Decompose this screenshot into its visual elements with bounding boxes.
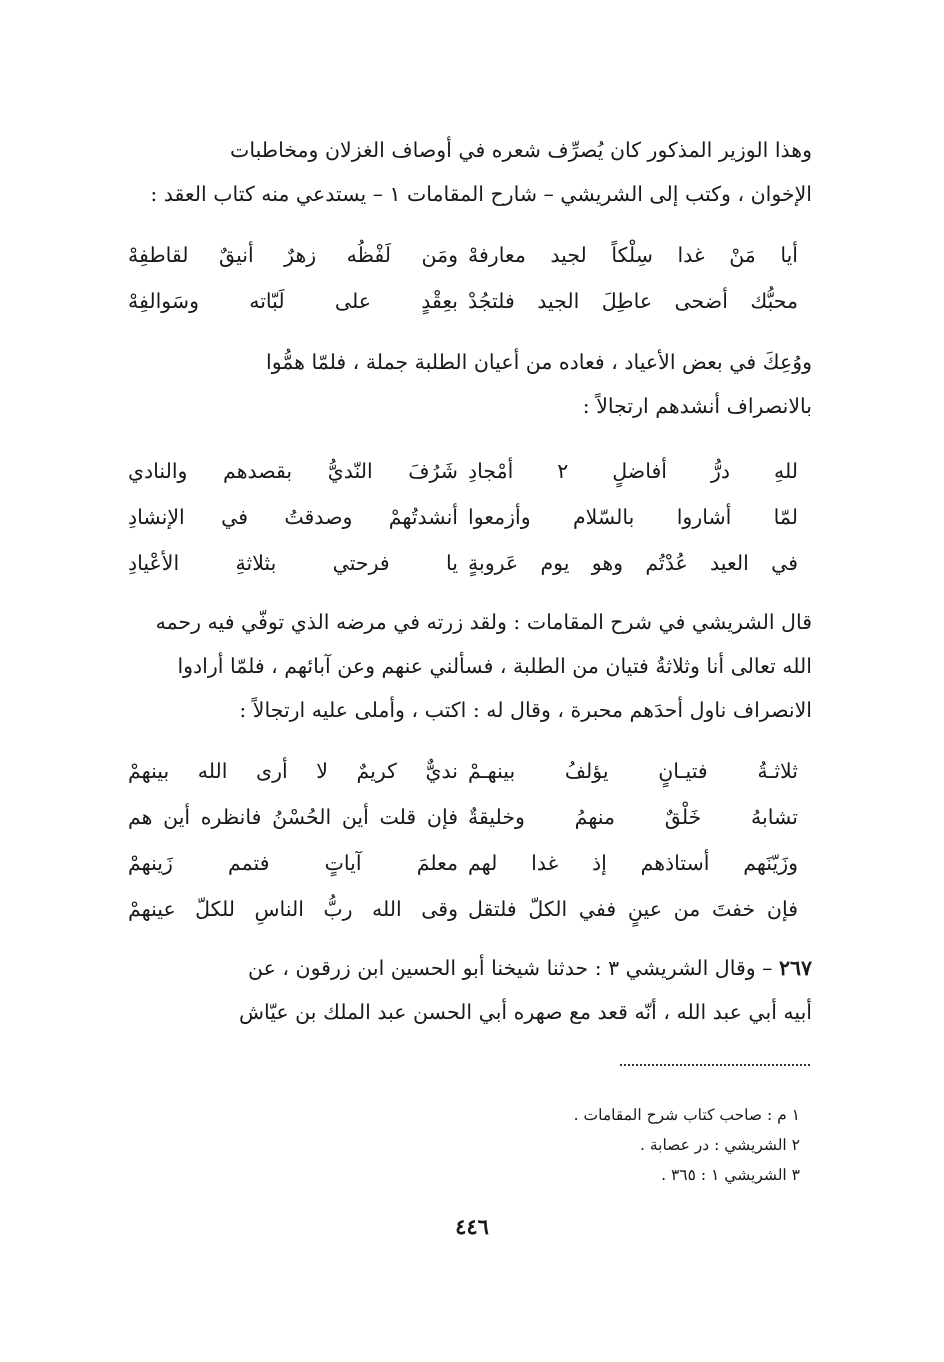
verse-line [128, 540, 798, 586]
text-line [112, 946, 812, 990]
verse-line [128, 448, 798, 494]
paragraph-2 [112, 340, 812, 428]
footnote: ٢ الشريشي : در عصابة . [639, 1136, 800, 1154]
footnote: ٣ الشريشي ١ : ٣٦٥ . [661, 1166, 800, 1184]
text-line: وهذا الوزير المذكور كان يُصرِّف شعره في أوصاف الغزلان ومخاطبات [230, 138, 812, 162]
poem-1 [128, 232, 798, 324]
text-line: بالانصراف أنشدهم ارتجالاً : [582, 394, 812, 418]
hemistich-first: أيا مَنْ غدا سِلْكاً لجيد معارفهْ [468, 243, 798, 267]
text-line: قال الشريشي في شرح المقامات : ولقد زرته في مرضه الذي توفّي فيه رحمه [155, 610, 812, 634]
hemistich-first: لمّا أشاروا بالسّلام وأزمعوا [468, 505, 798, 529]
verse-line [128, 886, 798, 932]
text-span: – وقال الشريشي ٣ : حدثنا شيخنا أبو الحسين ابن زرقون ، عن [248, 956, 773, 980]
hemistich-first: في العيد عُدْتُم وهو يوم عَروبةٍ [468, 551, 798, 575]
footnote-divider [620, 1064, 810, 1066]
hemistich-second: نديٌّ كريمٌ لا أرى الله بينهمْ [128, 759, 458, 783]
verse-line [128, 840, 798, 886]
text-line: ووُعِكَ في بعض الأعياد ، فعاده من أعيان الطلبة جملة ، فلمّا همُّوا [266, 350, 812, 374]
text-line: الانصراف ناول أحدَهم محبرة ، وقال له : اكتب ، وأملى عليه ارتجالاً : [239, 698, 812, 722]
page-number: ٤٤٦ [455, 1214, 489, 1239]
text-line: الله تعالى أنا وثلاثةُ فتيان من الطلبة ، فسألني عنهم وعن آبائهم ، فلمّا أرادوا [177, 654, 812, 678]
verse-line [128, 232, 798, 278]
paragraph-4 [112, 946, 812, 1034]
hemistich-first: للهِ درُّ أفاضلٍ ٢ أمْجادِ [468, 459, 798, 483]
text-line: أبيه أبي عبد الله ، أنّه قعد مع صهره أبي الحسن عبد الملك بن عيّاش [238, 1000, 812, 1024]
verse-line [128, 794, 798, 840]
entry-number: ٢٦٧ [778, 956, 812, 980]
hemistich-second: أنشدتُهمْ وصدقتُ في الإنشادِ [128, 505, 458, 529]
hemistich-first: محبُّك أضحى عاطِلَ الجيد فلتجُدْ [468, 289, 798, 313]
verse-line [128, 748, 798, 794]
hemistich-first: وزَيّنَهم أستاذهم إذ غدا لهم [468, 851, 798, 875]
hemistich-first: فإن خفتَ من عينٍ ففي الكلّ فلتقل [468, 897, 798, 921]
verse-line [128, 494, 798, 540]
poem-2 [128, 448, 798, 586]
text-line: الإخوان ، وكتب إلى الشريشي – شارح المقامات ١ – يستدعي منه كتاب العقد : [150, 182, 812, 206]
verse-line [128, 278, 798, 324]
hemistich-second: شَرُفَ النّديُّ بقصدهم والنادي [128, 459, 458, 483]
hemistich-second: يا فرحتي بثلاثةِ الأعْيادِ [128, 551, 458, 575]
poem-3 [128, 748, 798, 932]
paragraph-1 [112, 128, 812, 216]
paragraph-3 [112, 600, 812, 732]
hemistich-second: فإن قلت أين الحُسْنُ فانظره أين هم [128, 805, 458, 829]
hemistich-second: بعِقْدٍ على لَبّاته وسَوالفِهْ [128, 289, 458, 313]
hemistich-first: ثلاثـةُ فتيـانٍ يؤلفُ بينهـمْ [468, 759, 798, 783]
hemistich-first: تشابهُ خَلْقٌ منهمُ وخليقةٌ [468, 805, 798, 829]
footnotes [420, 1100, 800, 1190]
hemistich-second: معلمَ آياتٍ فتمم زَينهمْ [128, 851, 458, 875]
hemistich-second: ومَن لَفْظُه زهرٌ أنيقٌ لقاطفِهْ [128, 243, 458, 267]
footnote: ١ م : صاحب كتاب شرح المقامات . [573, 1106, 800, 1124]
hemistich-second: وقى الله ربُّ الناسِ للكلّ عينهمْ [128, 897, 458, 921]
